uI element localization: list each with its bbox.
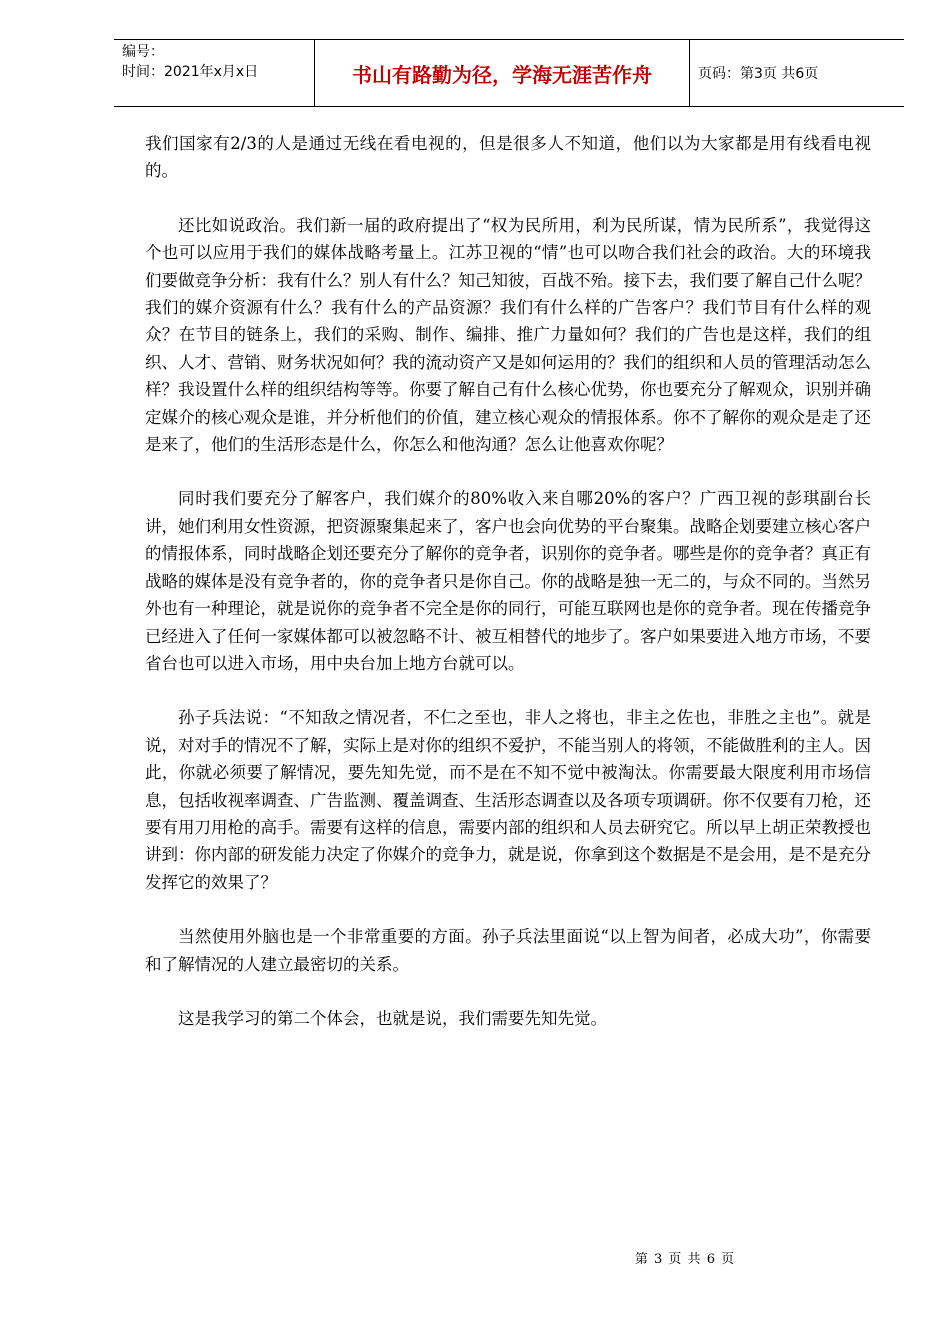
paragraph-3: 同时我们要充分了解客户，我们媒介的80%收入来自哪20%的客户？广西卫视的彭琪副台长讲，她们利用女性资源，把资源聚集起来了，客户也会向优势的平台聚集。战略企划要建立核心客户的情报体系，同时战略企划还要充分了解你的竞争者，识别你的竞争者。哪些是你的竞争者？真正有战略的媒体是没有竞争者的，你的竞争者只是你自己。你的战略是独一无二的，与众不同的。当然另外也有一种理论，就是说你的竞争者不完全是你的同行，可能互联网也是你的竞争者。现在传播竞争已经进入了任何一家媒体都可以被忽略不计、被互相替代的地步了。客户如果要进入地方市场，不要省台也可以进入市场，用中央台加上地方台就可以。 [145,489,871,673]
time-label: 时间：2021年x月x日 [122,64,259,80]
paragraph-6: 这是我学习的第二个体会，也就是说，我们需要先知先觉。 [178,1008,607,1028]
paragraph-2: 还比如说政治。我们新一届的政府提出了“权为民所用，利为民所谋，情为民所系”，我觉得这个也可以应用于我们的媒体战略考量上。江苏卫视的“情”也可以吻合我们社会的政治。大的环境我们要做竞争分析：我有什么？别人有什么？知己知彼，百战不殆。接下去，我们要了解自己什么呢？我们的媒介资源有什么？我有什么的产品资源？我们有什么样的广告客户？我们节目有什么样的观众？在节目的链条上，我们的采购、制作、编排、推广力量如何？我们的广告也是这样，我们的组织、人才、营销、财务状况如何？我的流动资产又是如何运用的？我们的组织和人员的管理活动怎么样？我设置什么样的组织结构等等。你要了解自己有什么核心优势，你也要充分了解观众，识别并确定媒介的核心观众是谁，并分析他们的价值，建立核心观众的情报体系。你不了解你的观众是走了还是来了，他们的生活形态是什么，你怎么和他沟通？怎么让他喜欢你呢？ [145,215,871,455]
serial-number-label: 编号： [122,44,164,60]
paragraph-5: 当然使用外脑也是一个非常重要的方面。孙子兵法里面说“以上智为间者，必成大功”，你需要和了解情况的人建立最密切的关系。 [145,927,871,974]
document-body [145,130,871,1059]
header-page-info: 页码：第3页 共6页 [698,66,819,82]
header-motto: 书山有路勤为径，学海无涯苦作舟 [352,62,652,87]
page-header [114,39,904,107]
header-meta-cell [114,40,315,106]
footer-page-number: 第 3 页 共 6 页 [634,1252,736,1267]
paragraph-4: 孙子兵法说：“不知敌之情况者，不仁之至也，非人之将也，非主之佐也，非胜之主也”。就是说，对对手的情况不了解，实际上是对你的组织不爱护，不能当别人的将领，不能做胜利的主人。因此，你就必须要了解情况，要先知先觉，而不是在不知不觉中被淘汰。你需要最大限度利用市场信息，包括收视率调查、广告监测、覆盖调查、生活形态调查以及各项专项调研。你不仅要有刀枪，还要有用刀用枪的高手。需要有这样的信息，需要内部的组织和人员去研究它。所以早上胡正荣教授也讲到：你内部的研发能力决定了你媒介的竞争力，就是说，你拿到这个数据是不是会用，是不是充分发挥它的效果了？ [145,708,871,892]
paragraph-1: 我们国家有2/3的人是通过无线在看电视的，但是很多人不知道，他们以为大家都是用有线看电视的。 [145,134,871,181]
header-motto-cell [315,40,690,106]
page-footer [0,1248,950,1267]
header-page-cell [690,40,904,106]
